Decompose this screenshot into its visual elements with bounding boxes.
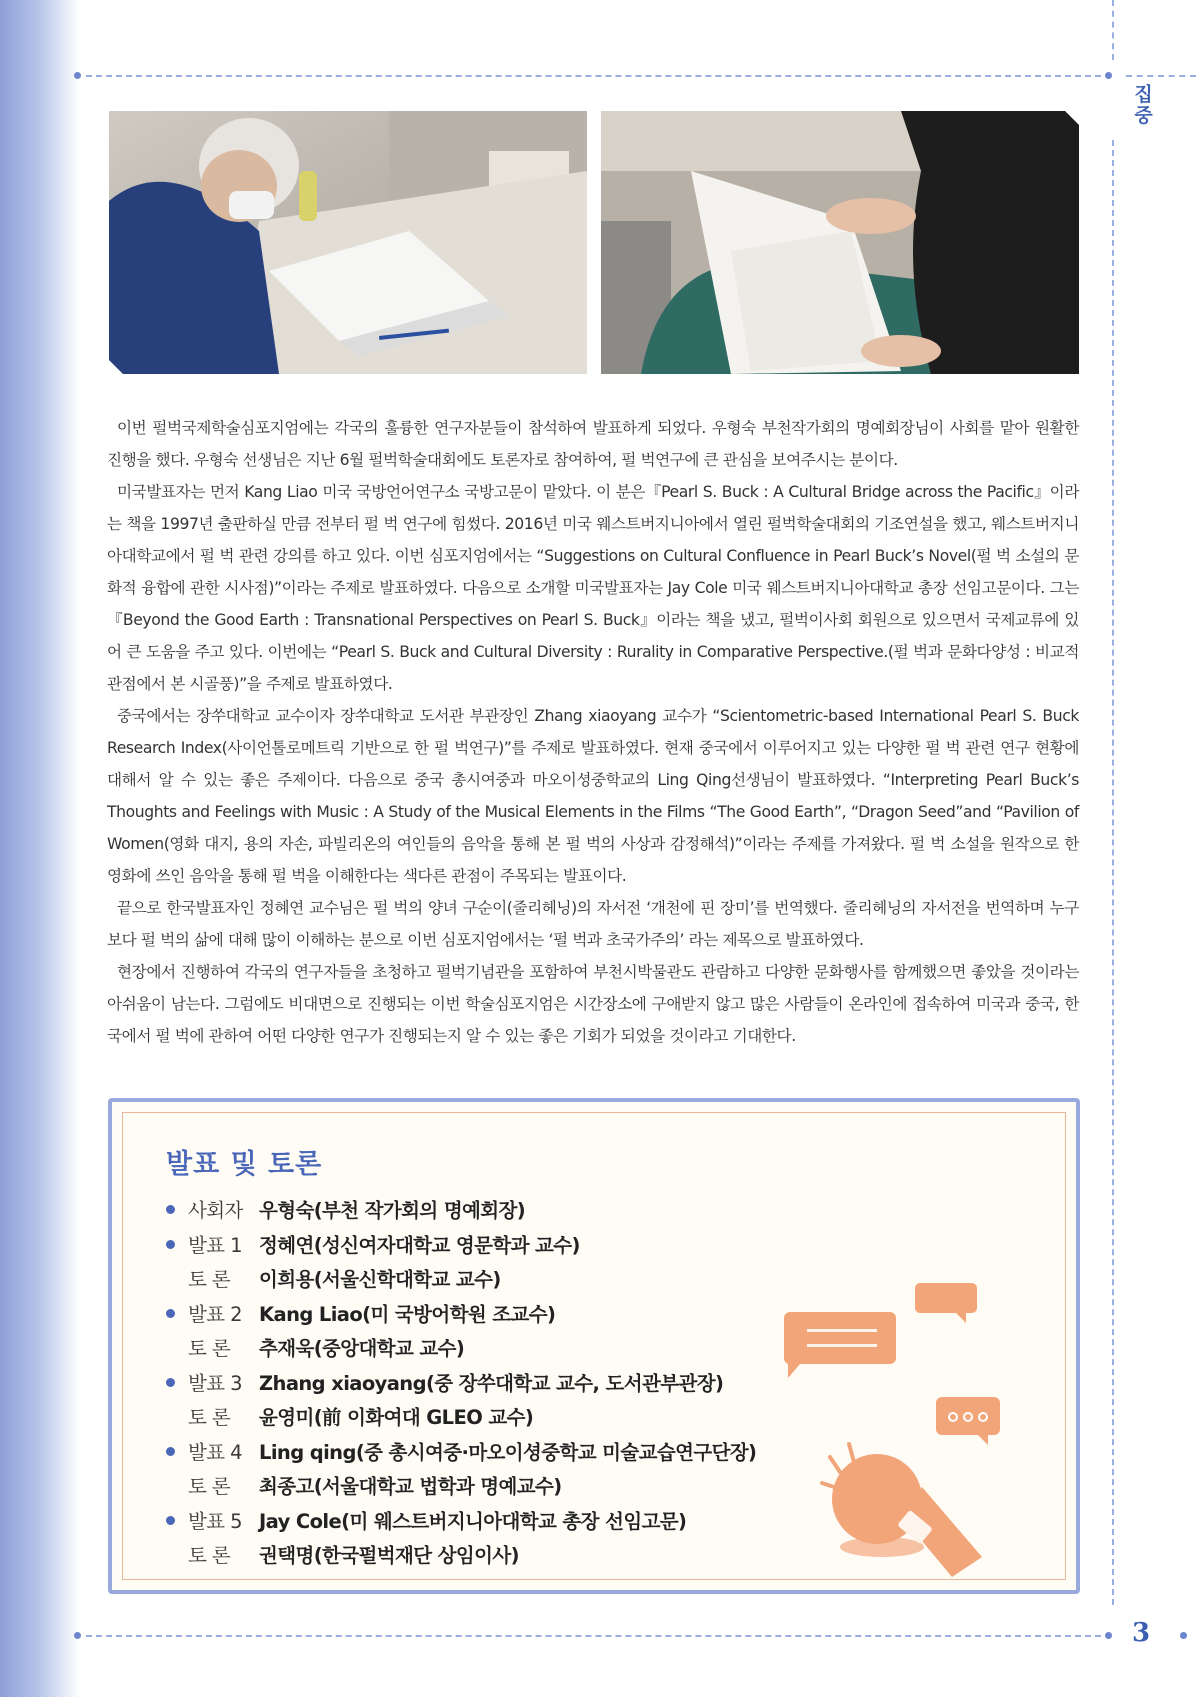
program-role: 토 론 (188, 1475, 231, 1499)
bottom-dashed-rule (86, 1635, 1101, 1637)
bullet-icon (166, 1240, 175, 1249)
program-row (166, 1330, 786, 1365)
program-row (166, 1227, 786, 1262)
program-role: 토 론 (188, 1268, 231, 1292)
bottom-right-dot-2 (1180, 1632, 1187, 1639)
program-presenter: 우형숙(부천 작가회의 명예회장) (259, 1199, 526, 1223)
program-presenter: 정혜연(성신여자대학교 영문학과 교수) (259, 1233, 580, 1257)
program-row (166, 1399, 786, 1434)
article-paragraph: 끝으로 한국발표자인 정혜연 교수님은 펄 벅의 양녀 구순이(줄리헤닝)의 자서전 ‘개천에 핀 장미’를 번역했다. 줄리헤닝의 자서전을 번역하며 누구보다 펄 벅의 삶에 대해 많이 이해하는 분으로 이번 심포지엄에서는 ‘펄 벅과 초국가주의’ 라는 제목으로 발표하였다. (107, 899, 1079, 949)
program-presenter: Kang Liao(미 국방어학원 조교수) (259, 1302, 556, 1326)
microphone-illustration (752, 1197, 1042, 1577)
top-dashed-rule (86, 75, 1101, 77)
program-row (166, 1261, 786, 1296)
article-paragraph: 현장에서 진행하여 각국의 연구자들을 초청하고 펄벅기념관을 포함하여 부천시박물관도 관람하고 다양한 문화행사를 함께했으면 좋았을 것이라는 아쉬움이 남는다. 그럼에도 비대면으로 진행되는 이번 학술심포지엄은 시간장소에 구애받지 않고 많은 사람들이 온라인에 접속하여 미국과 중국, 한국에서 펄 벅에 관하여 어떤 다양한 연구가 진행되는지 알 수 있는 좋은 기회가 되었을 것이라고 기대한다. (107, 963, 1079, 1045)
right-dashed-rule-long (1112, 140, 1114, 1605)
bottom-right-dot (1105, 1632, 1112, 1639)
chat-dots-icon (936, 1397, 1000, 1445)
program-row (166, 1468, 786, 1503)
bullet-icon (166, 1378, 175, 1387)
bullet-icon (166, 1447, 175, 1456)
program-role: 토 론 (188, 1337, 231, 1361)
article-paragraph: 미국발표자는 먼저 Kang Liao 미국 국방언어연구소 국방고문이 맡았다. 이 분은『Pearl S. Buck : A Cultural Bridge across the Pacific』이라는 책을 1997년 출판하실 만큼 전부터 펄 벅 연구에 힘썼다. 2016년 미국 웨스트버지니아에서 열린 펄벅학술대회의 기조연설을 했고, 웨스트버지니아대학교에서 펄 벅 관련 강의를 하고 있다. 이번 심포지엄에서는 “Suggestions on Cultural Confluence in Pearl Buck’s Novel(펄 벅 소설의 문화적 융합에 관한 시사점)”이라는 주제로 발표하였다. 다음으로 소개할 미국발표자는 Jay Cole 미국 웨스트버지니아대학교 총장 선임고문이다. 그는『Beyond the Good Earth : Transnational Perspectives on Pearl S. Buck』이라는 책을 냈고, 펄벅이사회 회원으로 있으면서 국제교류에 있어 큰 도움을 주고 있다. 이번에는 “Pearl S. Buck and Cultural Diversity : Rurality in Comparative Perspective.(펄 벅과 문화다양성 : 비교적 관점에서 본 시골풍)”을 주제로 발표하였다. (107, 483, 1079, 693)
program-row (166, 1296, 786, 1331)
program-role: 발표 5 (188, 1509, 242, 1533)
program-presenter: 권택명(한국펄벅재단 상임이사) (259, 1544, 519, 1568)
top-left-dot (74, 72, 81, 79)
program-row (166, 1434, 786, 1469)
article-paragraph: 이번 펄벅국제학술심포지엄에는 각국의 훌륭한 연구자분들이 참석하여 발표하게 되었다. 우형숙 부천작가회의 명예회장님이 사회를 맡아 원활한 진행을 했다. 우형숙 선생님은 지난 6월 펄벅학술대회에도 토론자로 참여하여, 펄 벅연구에 큰 관심을 보여주시는 분이다. (107, 419, 1079, 469)
photo-woman-reading (601, 111, 1079, 374)
bullet-icon (166, 1309, 175, 1318)
program-box (108, 1098, 1080, 1594)
program-list (166, 1192, 786, 1572)
program-presenter: Jay Cole(미 웨스트버지니아대학교 총장 선임고문) (259, 1509, 687, 1533)
section-label: 집중 (1131, 84, 1153, 126)
speech-bubble-icon (784, 1312, 896, 1378)
program-row (166, 1503, 786, 1538)
program-role: 사회자 (188, 1199, 243, 1223)
photo-man-reading (109, 111, 587, 374)
program-row (166, 1192, 786, 1227)
left-decorative-band (0, 0, 80, 1697)
top-right-dot (1105, 72, 1112, 79)
program-row (166, 1537, 786, 1572)
program-presenter: Ling qing(중 총시여중·마오이셩중학교 미술교습연구단장) (259, 1440, 757, 1464)
top-dashed-rule-end (1126, 75, 1196, 77)
article-paragraph: 중국에서는 장쑤대학교 교수이자 장쑤대학교 도서관 부관장인 Zhang xiaoyang 교수가 “Scientometric-based International Pearl S. Buck Research Index(사이언톨로메트릭 기반으로 한 펄 벅연구)”를 주제로 발표하였다. 현재 중국에서 이루어지고 있는 다양한 펄 벅 관련 연구 현황에 대해서 알 수 있는 좋은 주제이다. 다음으로 중국 총시여중과 마오이셩중학교의 Ling Qing선생님이 발표하였다. “Interpreting Pearl Buck’s Thoughts and Feelings with Music : A Study of the Musical Elements in the Films “The Good Earth”, “Dragon Seed”and “Pavilion of Women(영화 대지, 용의 자손, 파빌리온의 여인들의 음악을 통해 본 펄 벅의 사상과 감정해석)”이라는 주제를 가져왔다. 펄 벅 소설을 원작으로 한 영화에 쓰인 음악을 통해 펄 벅을 이해한다는 색다른 관점이 주목되는 발표이다. (107, 707, 1079, 885)
bullet-icon (166, 1205, 175, 1214)
program-role: 발표 1 (188, 1233, 242, 1257)
program-presenter: 추재욱(중앙대학교 교수) (259, 1337, 465, 1361)
program-role: 토 론 (188, 1406, 231, 1430)
program-presenter: 최종고(서울대학교 법학과 명예교수) (259, 1475, 562, 1499)
article-body (107, 412, 1079, 1052)
bottom-left-dot (74, 1632, 81, 1639)
program-title: 발표 및 토론 (166, 1149, 323, 1180)
program-presenter: 이희용(서울신학대학교 교수) (259, 1268, 501, 1292)
page-number: 3 (1132, 1618, 1151, 1648)
bullet-icon (166, 1516, 175, 1525)
program-role: 발표 2 (188, 1302, 242, 1326)
program-role: 발표 3 (188, 1371, 242, 1395)
program-presenter: 윤영미(前 이화여대 GLEO 교수) (259, 1406, 534, 1430)
program-role: 발표 4 (188, 1440, 242, 1464)
right-dashed-rule (1112, 0, 1114, 60)
microphone-icon (822, 1444, 982, 1577)
program-presenter: Zhang xiaoyang(중 장쑤대학교 교수, 도서관부관장) (259, 1371, 724, 1395)
program-row (166, 1365, 786, 1400)
program-role: 토 론 (188, 1544, 231, 1568)
